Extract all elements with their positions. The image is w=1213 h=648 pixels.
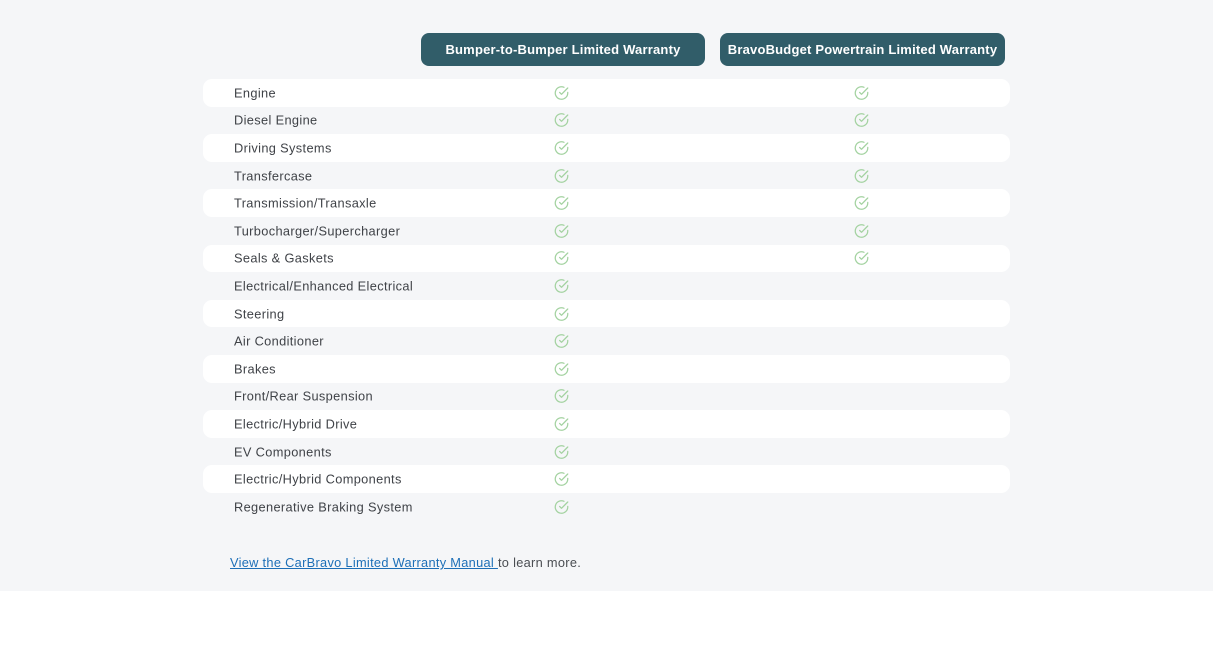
table-row xyxy=(203,355,1010,383)
check-circle-icon xyxy=(554,85,569,100)
check-circle-icon xyxy=(554,140,569,155)
table-row xyxy=(203,134,1010,162)
table-row xyxy=(203,410,1010,438)
check-circle-icon xyxy=(854,251,869,266)
table-row xyxy=(203,189,1010,217)
component-label: Electric/Hybrid Drive xyxy=(234,416,358,432)
component-label: Front/Rear Suspension xyxy=(234,388,373,404)
component-label: Brakes xyxy=(234,361,276,377)
footer-note xyxy=(230,555,581,570)
warranty-manual-link[interactable]: View the CarBravo Limited Warranty Manual xyxy=(230,555,498,570)
component-label: Electric/Hybrid Components xyxy=(234,471,402,487)
component-label: Diesel Engine xyxy=(234,112,318,128)
component-label: Transfercase xyxy=(234,168,313,184)
table-row xyxy=(203,300,1010,328)
component-label: Transmission/Transaxle xyxy=(234,195,377,211)
check-circle-icon xyxy=(854,223,869,238)
check-circle-icon xyxy=(554,113,569,128)
bumper-to-bumper-warranty-header-button[interactable]: Bumper-to-Bumper Limited Warranty xyxy=(421,33,705,66)
component-label: Seals & Gaskets xyxy=(234,250,334,266)
table-row xyxy=(203,383,1010,411)
powertrain-warranty-header-button[interactable]: BravoBudget Powertrain Limited Warranty xyxy=(720,33,1005,66)
check-circle-icon xyxy=(854,85,869,100)
check-circle-icon xyxy=(554,251,569,266)
check-circle-icon xyxy=(854,168,869,183)
component-label: Turbocharger/Supercharger xyxy=(234,223,401,239)
check-circle-icon xyxy=(554,444,569,459)
check-circle-icon xyxy=(554,472,569,487)
table-row xyxy=(203,493,1010,521)
component-label: Air Conditioner xyxy=(234,333,324,349)
table-row xyxy=(203,465,1010,493)
check-circle-icon xyxy=(854,140,869,155)
component-label: Electrical/Enhanced Electrical xyxy=(234,278,414,294)
component-label: Driving Systems xyxy=(234,140,332,156)
table-row xyxy=(203,438,1010,466)
check-circle-icon xyxy=(554,416,569,431)
check-circle-icon xyxy=(554,361,569,376)
check-circle-icon xyxy=(854,113,869,128)
component-label: Steering xyxy=(234,306,285,322)
component-label: EV Components xyxy=(234,444,332,460)
check-circle-icon xyxy=(554,389,569,404)
component-label: Regenerative Braking System xyxy=(234,499,413,515)
check-circle-icon xyxy=(554,196,569,211)
table-row xyxy=(203,245,1010,273)
warranty-coverage-table xyxy=(203,79,1010,521)
check-circle-icon xyxy=(554,168,569,183)
check-circle-icon xyxy=(554,334,569,349)
footer-suffix-text: to learn more. xyxy=(497,555,582,570)
table-row xyxy=(203,217,1010,245)
check-circle-icon xyxy=(554,306,569,321)
check-circle-icon xyxy=(854,196,869,211)
component-label: Engine xyxy=(234,85,276,101)
table-row xyxy=(203,107,1010,135)
check-circle-icon xyxy=(554,278,569,293)
check-circle-icon xyxy=(554,223,569,238)
table-row xyxy=(203,79,1010,107)
table-row xyxy=(203,162,1010,190)
check-circle-icon xyxy=(554,499,569,514)
table-row xyxy=(203,272,1010,300)
table-row xyxy=(203,327,1010,355)
